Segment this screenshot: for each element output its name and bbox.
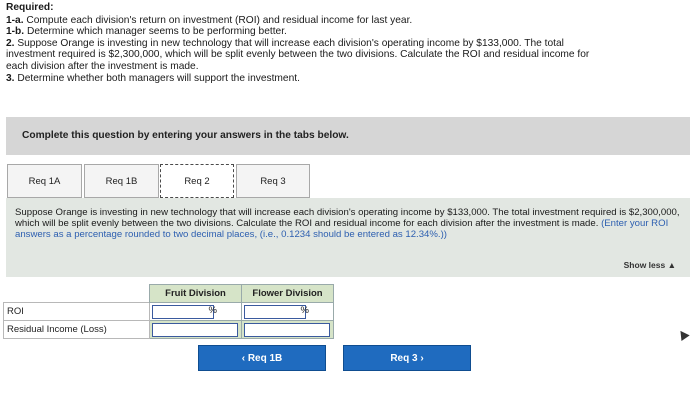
requirement-1a: 1-a. Compute each division's return on investment (ROI) and residual income for last year. bbox=[6, 14, 413, 26]
header-fruit-division: Fruit Division bbox=[150, 285, 242, 303]
cell-flower-residual bbox=[242, 321, 334, 339]
instructions-bar: Complete this question by entering your answers in the tabs below. bbox=[6, 117, 690, 155]
flower-residual-input[interactable] bbox=[244, 323, 330, 337]
panel-text: Suppose Orange is investing in new technology that will increase each division's operating income by $133,000. The total investment required is $2,300,000, which will be split evenly between the two divisions. Calculate the ROI and residual income for each division after the investment is made. bbox=[15, 207, 680, 230]
question-panel bbox=[6, 198, 690, 277]
panel-note: (Enter your ROI answers as a percentage rounded to two decimal places, (i.e., 0.1234 should be entered as 12.34%.)) bbox=[15, 218, 669, 241]
show-less-link[interactable]: Show less ▲ bbox=[623, 260, 676, 270]
fruit-residual-input[interactable] bbox=[152, 323, 238, 337]
header-flower-division: Flower Division bbox=[242, 285, 334, 303]
tab-req-3[interactable]: Req 3 bbox=[236, 164, 310, 198]
table-corner bbox=[4, 285, 150, 303]
cell-flower-roi bbox=[242, 303, 334, 321]
answer-table bbox=[3, 284, 334, 339]
prev-req-1b-button[interactable]: ‹ Req 1B bbox=[198, 345, 326, 371]
requirements-section bbox=[6, 2, 700, 84]
mouse-cursor-icon bbox=[676, 328, 689, 341]
percent-sign: % bbox=[300, 305, 309, 316]
requirement-2-cont: investment required is $2,300,000, which will be split evenly between the two divisions. Calculate the ROI and residual income for bbox=[6, 49, 590, 61]
tab-req-2[interactable]: Req 2 bbox=[160, 164, 234, 198]
requirement-2: 2. Suppose Orange is investing in new technology that will increase each division's operating income by $133,000. The total bbox=[6, 37, 564, 49]
requirement-1b: 1-b. Determine which manager seems to be performing better. bbox=[6, 26, 287, 38]
cell-fruit-roi bbox=[150, 303, 242, 321]
requirements-heading: Required: bbox=[6, 2, 54, 13]
fruit-roi-input[interactable] bbox=[152, 305, 214, 319]
next-req-3-button[interactable]: Req 3 › bbox=[343, 345, 471, 371]
tab-req-1b[interactable]: Req 1B bbox=[84, 164, 159, 198]
requirement-2-cont2: each division after the investment is made. bbox=[6, 60, 199, 72]
row-label-residual-income: Residual Income (Loss) bbox=[4, 321, 150, 339]
requirement-3: 3. Determine whether both managers will support the investment. bbox=[6, 72, 300, 84]
cell-fruit-residual bbox=[150, 321, 242, 339]
row-label-roi: ROI bbox=[4, 303, 150, 321]
tab-req-1a[interactable]: Req 1A bbox=[7, 164, 82, 198]
percent-sign: % bbox=[208, 305, 217, 316]
flower-roi-input[interactable] bbox=[244, 305, 306, 319]
